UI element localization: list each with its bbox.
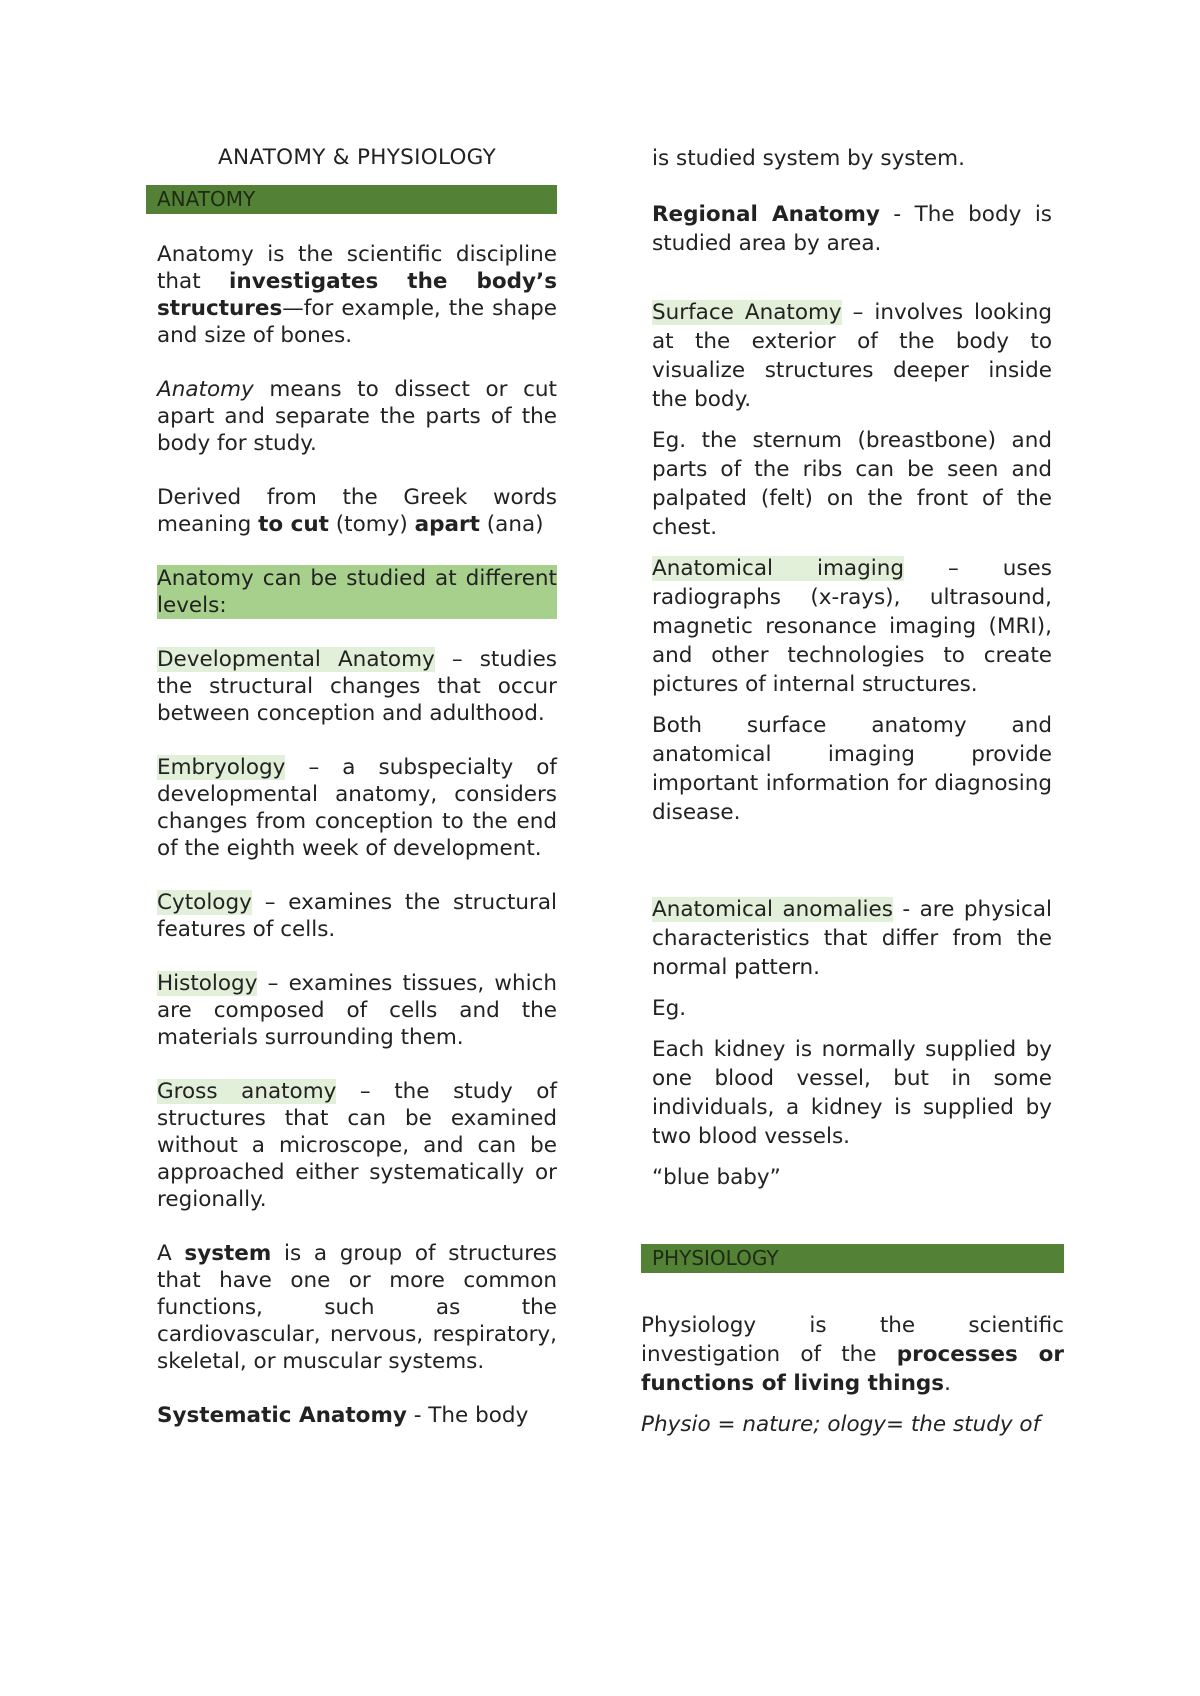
kidney-example: Each kidney is normally supplied by one blood vessel, but in some individuals, a kidney is supplied by two blood vessels.: [652, 1037, 1052, 1149]
surface-anatomy: Surface Anatomy – involves looking at the exterior of the body to visualize structures deeper inside the body.: [652, 300, 1052, 412]
anatomical-anomalies: Anatomical anomalies - are physical characteristics that differ from the normal pattern.: [652, 897, 1052, 980]
cytology: Cytology – examines the structural features of cells.: [157, 890, 557, 942]
blue-baby: “blue baby”: [652, 1165, 781, 1190]
anatomy-etymology: Derived from the Greek words meaning to cut (tomy) apart (ana): [157, 485, 557, 537]
physiology-definition: Physiology is the scientific investigation of the processes or functions of living things.: [641, 1313, 1064, 1396]
histology: Histology – examines tissues, which are composed of cells and the materials surrounding them.: [157, 971, 557, 1050]
both-surface-imaging: Both surface anatomy and anatomical imaging provide important information for diagnosing disease.: [652, 713, 1052, 825]
page-title: ANATOMY & PHYSIOLOGY: [217, 145, 497, 170]
levels-heading: Anatomy can be studied at different levels:: [157, 566, 557, 618]
surface-anatomy-example: Eg. the sternum (breastbone) and parts of the ribs can be seen and palpated (felt) on the front of the chest.: [652, 428, 1052, 540]
systematic-anatomy-continued: is studied system by system.: [652, 146, 965, 171]
system-definition: A system is a group of structures that have one or more common functions, such as the cardiovascular, nervous, respiratory, skeletal, or muscular systems.: [157, 1241, 557, 1374]
anatomy-meaning: Anatomy means to dissect or cut apart and separate the parts of the body for study.: [157, 377, 557, 456]
embryology: Embryology – a subspecialty of developmental anatomy, considers changes from conception to the end of the eighth week of development.: [157, 755, 557, 861]
gross-anatomy: Gross anatomy – the study of structures that can be examined without a microscope, and can be approached either systematically or regionally.: [157, 1079, 557, 1212]
right-column: [641, 144, 1064, 1439]
developmental-anatomy: Developmental Anatomy – studies the structural changes that occur between conception and adulthood.: [157, 647, 557, 726]
physiology-section-header: PHYSIOLOGY: [641, 1244, 1064, 1273]
left-column: [157, 144, 557, 1429]
systematic-anatomy: Systematic Anatomy - The body: [157, 1403, 529, 1428]
anatomical-imaging: Anatomical imaging – uses radiographs (x-rays), ultrasound, magnetic resonance imaging (MRI), and other technologies to create pictures of internal structures.: [652, 556, 1052, 697]
anatomy-definition: Anatomy is the scientific discipline that investigates the body’s structures—for example, the shape and size of bones.: [157, 242, 557, 348]
anatomy-section-header: ANATOMY: [146, 185, 557, 214]
regional-anatomy: Regional Anatomy - The body is studied area by area.: [652, 202, 1052, 256]
physiology-etymology: Physio = nature; ology= the study of: [641, 1412, 1041, 1437]
example-label: Eg.: [652, 996, 687, 1021]
